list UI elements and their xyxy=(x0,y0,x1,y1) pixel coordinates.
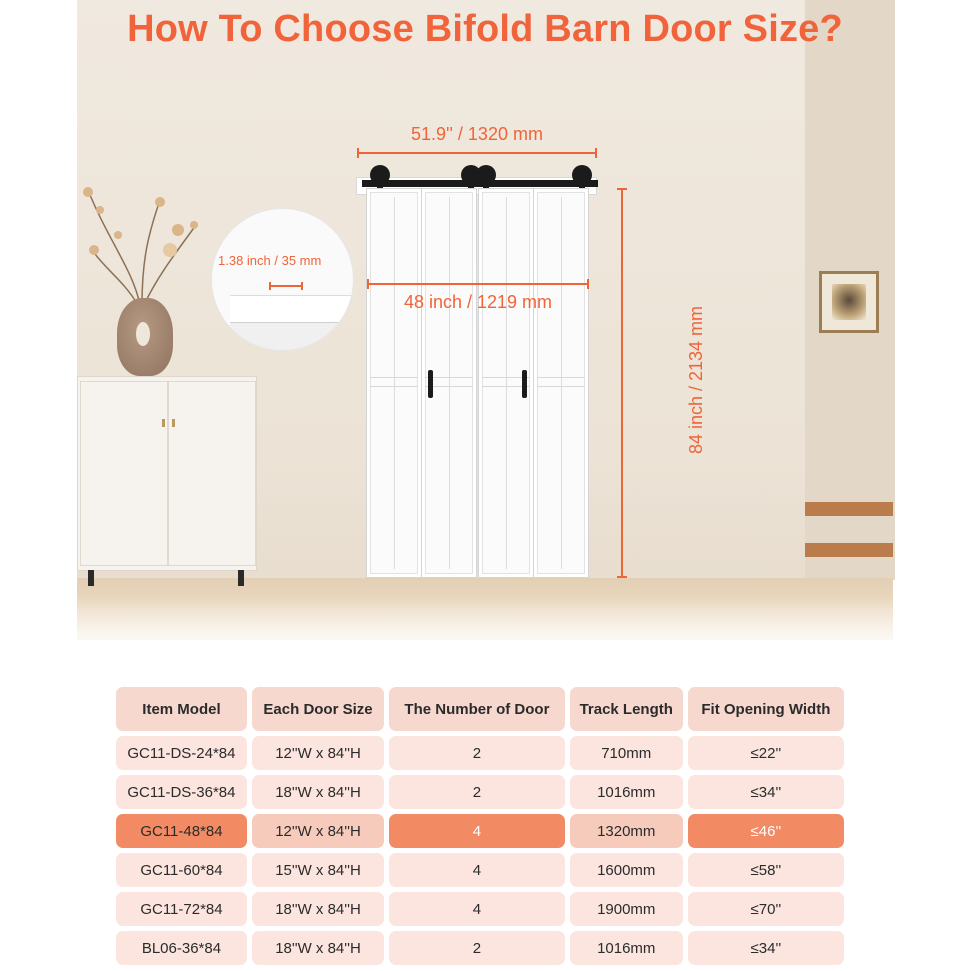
header-fit-opening-width: Fit Opening Width xyxy=(688,687,844,731)
cabinet-door xyxy=(80,381,168,566)
cabinet-leg xyxy=(238,570,244,586)
cell-item-model: GC11-48*84 xyxy=(116,814,247,848)
wooden-shelf xyxy=(805,543,893,557)
cell-track-length: 1900mm xyxy=(570,892,683,926)
cell-item-model: GC11-60*84 xyxy=(116,853,247,887)
cell-track-length: 1016mm xyxy=(570,775,683,809)
cell-item-model: GC11-DS-36*84 xyxy=(116,775,247,809)
cell-opening-width: ≤34'' xyxy=(688,931,844,965)
cell-item-model: GC11-72*84 xyxy=(116,892,247,926)
cell-door-size: 12''W x 84''H xyxy=(252,736,384,770)
cell-door-count: 4 xyxy=(389,892,565,926)
cell-item-model: BL06-36*84 xyxy=(116,931,247,965)
table-row xyxy=(116,892,844,926)
table-row-highlighted xyxy=(116,814,844,848)
sideboard-cabinet xyxy=(77,376,257,571)
cell-track-length: 1016mm xyxy=(570,931,683,965)
header-track-length: Track Length xyxy=(570,687,683,731)
door-panel xyxy=(366,188,422,578)
opening-width-dimension-line xyxy=(367,279,589,289)
cell-opening-width: ≤70'' xyxy=(688,892,844,926)
table-row xyxy=(116,931,844,965)
panel-crossbar xyxy=(370,377,418,387)
vase-opening xyxy=(136,322,150,346)
cell-door-size: 18''W x 84''H xyxy=(252,892,384,926)
cell-door-size: 15''W x 84''H xyxy=(252,853,384,887)
page-title: How To Choose Bifold Barn Door Size? xyxy=(127,8,843,50)
photo-fade xyxy=(0,595,970,655)
cell-opening-width: ≤46'' xyxy=(688,814,844,848)
cell-door-count: 4 xyxy=(389,814,565,848)
cabinet-leg xyxy=(88,570,94,586)
opening-width-label: 48 inch / 1219 mm xyxy=(403,292,553,312)
cell-opening-width: ≤34'' xyxy=(688,775,844,809)
door-panel xyxy=(533,188,589,578)
cell-opening-width: ≤58'' xyxy=(688,853,844,887)
track-length-label: 51.9'' / 1320 mm xyxy=(411,124,543,144)
cell-door-count: 4 xyxy=(389,853,565,887)
right-margin xyxy=(893,0,970,640)
cabinet-knob xyxy=(162,419,165,427)
panel-crossbar xyxy=(537,377,585,387)
cell-opening-width: ≤22'' xyxy=(688,736,844,770)
door-handle xyxy=(428,370,433,398)
table-row xyxy=(116,775,844,809)
cabinet-knob xyxy=(172,419,175,427)
table-header-row xyxy=(116,687,844,731)
cell-door-size: 12''W x 84''H xyxy=(252,814,384,848)
thickness-dimension-line xyxy=(269,282,303,290)
table-row xyxy=(116,853,844,887)
table-row xyxy=(116,736,844,770)
thickness-detail-callout xyxy=(211,208,354,351)
door-handle xyxy=(522,370,527,398)
cell-item-model: GC11-DS-24*84 xyxy=(116,736,247,770)
door-thickness-label: 1.38 inch / 35 mm xyxy=(218,253,322,268)
header-item-model: Item Model xyxy=(116,687,247,731)
cabinet-door xyxy=(168,381,256,566)
wooden-shelf xyxy=(805,502,893,516)
header-number-of-door: The Number of Door xyxy=(389,687,565,731)
cell-track-length: 1600mm xyxy=(570,853,683,887)
door-edge-shadow xyxy=(230,323,354,351)
cell-door-size: 18''W x 84''H xyxy=(252,931,384,965)
header-each-door-size: Each Door Size xyxy=(252,687,384,731)
door-edge xyxy=(230,295,354,323)
cell-door-count: 2 xyxy=(389,736,565,770)
track-length-dimension-line xyxy=(357,148,597,158)
size-spec-table xyxy=(111,682,849,970)
cell-track-length: 710mm xyxy=(570,736,683,770)
left-margin xyxy=(0,0,77,640)
cell-door-count: 2 xyxy=(389,775,565,809)
cell-door-count: 2 xyxy=(389,931,565,965)
door-height-label: 84 inch / 2134 mm xyxy=(686,305,706,455)
frame-artwork xyxy=(832,284,866,320)
cell-track-length: 1320mm xyxy=(570,814,683,848)
cell-door-size: 18''W x 84''H xyxy=(252,775,384,809)
door-height-dimension-line xyxy=(617,188,627,578)
dried-flowers xyxy=(78,180,208,310)
wall-picture-frame xyxy=(819,271,879,333)
